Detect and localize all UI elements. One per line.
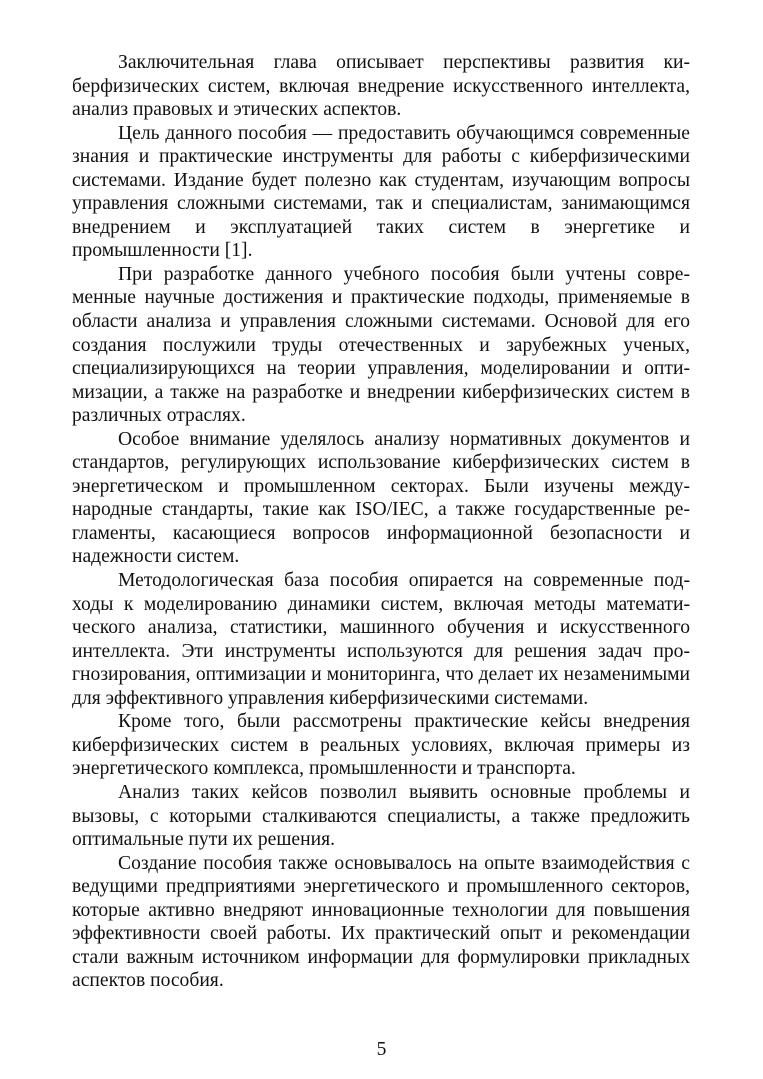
paragraph-8: Создание пособия также основывалось на опыте взаимодействия с ведущими предприятиями энергетического и промышленного секторов, которые активно внедряют инновационные технологии для повышения эффективности своей работы. Их практический опыт и рекомендации стали важным источником информации для формулировки прикладных аспектов пособия. bbox=[72, 852, 690, 992]
paragraph-3: При разработке данного учебного пособия были учтены современные научные достижения и практические подходы, применяемые в области анализа и управления сложными системами. Основой для его создания послужили труды отечественных и зарубежных ученых, специализирующихся на теории управления, моделировании и оптимизации, а также на разработке и внедрении киберфизических систем в различных отраслях. bbox=[72, 263, 690, 427]
paragraph-7: Анализ таких кейсов позволил выявить основные проблемы и вызовы, с которыми сталкиваются специалисты, а также предложить оптимальные пути их решения. bbox=[72, 781, 690, 851]
paragraph-1: Заключительная глава описывает перспективы развития киберфизических систем, включая внедрение искусственного интеллекта, анализ правовых и этических аспектов. bbox=[72, 52, 690, 121]
paragraph-4: Особое внимание уделялось анализу нормативных документов и стандартов, регулирующих использование киберфизических систем в энергетическом и промышленном секторах. Были изучены международные стандарты, такие как ISO/IEC, а также государственные регламенты, касающиеся вопросов информационной безопасности и надежности систем. bbox=[72, 428, 690, 568]
body-text bbox=[72, 51, 690, 993]
paragraph-2: Цель данного пособия — предоставить обучающимся современные знания и практические инструменты для работы с киберфизическими системами. Издание будет полезно как студентам, изучающим вопросы управления сложными системами, так и специалистам, занимающимся внедрением и эксплуатацией таких систем в энергетике и промышленности [1]. bbox=[72, 122, 690, 262]
page-number: 5 bbox=[376, 1039, 387, 1060]
paragraph-5: Методологическая база пособия опирается на современные подходы к моделированию динамики систем, включая методы математического анализа, статистики, машинного обучения и искусственного интеллекта. Эти инструменты используются для решения задач прогнозирования, оптимизации и мониторинга, что делает их незаменимыми для эффективного управления киберфизическими системами. bbox=[72, 570, 690, 709]
paragraph-6: Кроме того, были рассмотрены практические кейсы внедрения киберфизических систем в реальных условиях, включая примеры из энергетического комплекса, промышленности и транспорта. bbox=[72, 711, 690, 780]
